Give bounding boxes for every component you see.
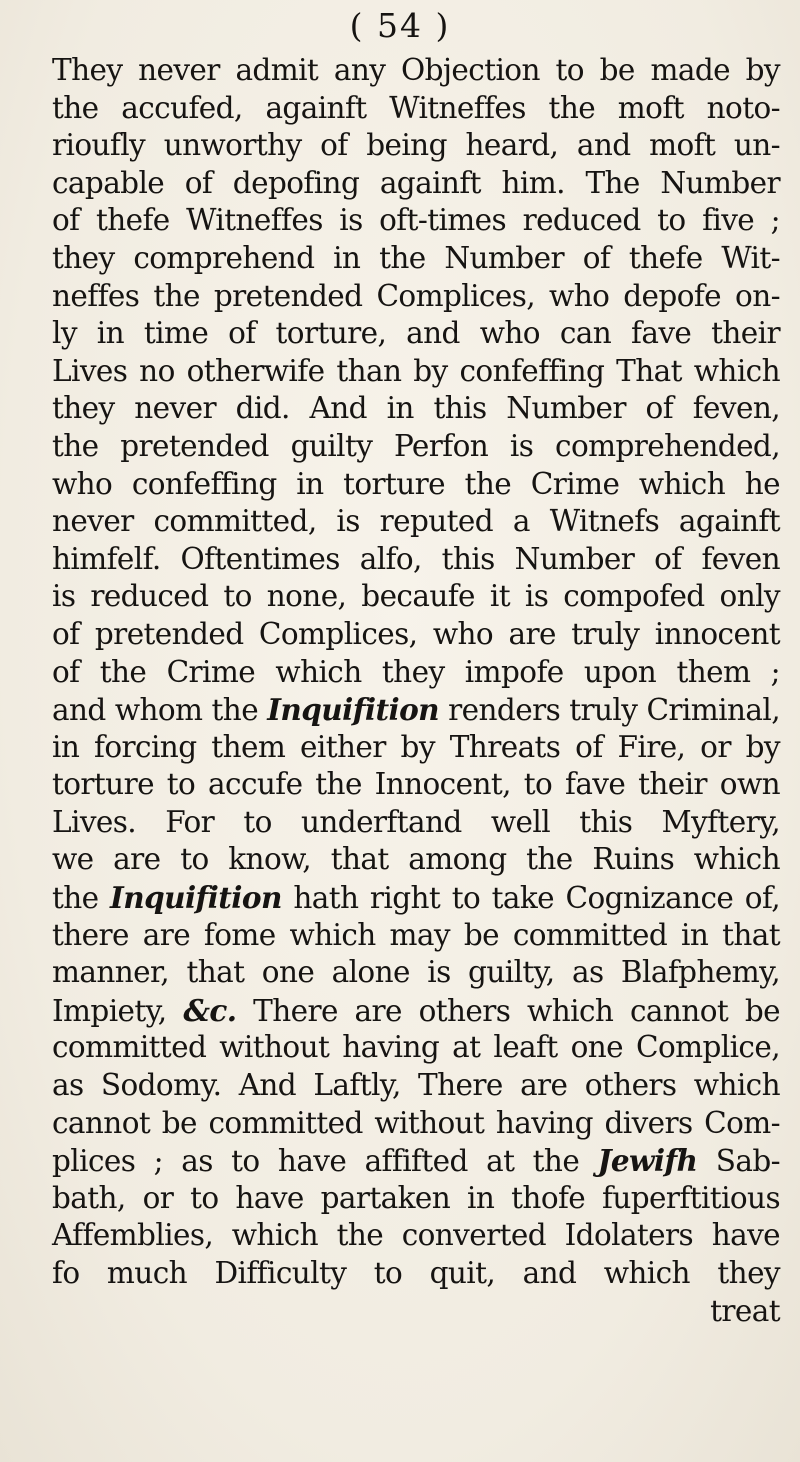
- text-line: never committed, is reputed a Witnefs againft: [52, 504, 780, 539]
- text-line: Lives no otherwife than by confeffing That which: [52, 353, 780, 388]
- text-line: neffes the pretended Complices, who depofe on-: [52, 278, 780, 313]
- text-line: the accufed, againft Witneffes the moft noto-: [52, 90, 780, 125]
- italic-word: Inquifition: [267, 692, 440, 728]
- text-line: ly in time of torture, and who can fave their: [52, 316, 780, 351]
- text-line: Affemblies, which the converted Idolaters have: [52, 1218, 780, 1253]
- text-line: cannot be committed without having divers Com-: [52, 1105, 780, 1140]
- text-line: there are fome which may be committed in that: [52, 917, 780, 952]
- text-line: in forcing them either by Threats of Fire, or by: [52, 729, 780, 764]
- text-line: Lives. For to underftand well this Myftery,: [52, 804, 780, 839]
- italic-word: Jewifh: [597, 1143, 698, 1179]
- text-line: they never did. And in this Number of feven,: [52, 391, 780, 426]
- page-number: ( 54 ): [349, 6, 451, 45]
- italic-word: &c.: [183, 992, 237, 1028]
- text-line: as Sodomy. And Laftly, There are others which: [52, 1068, 780, 1103]
- text-line: of thefe Witneffes is oft-times reduced to five ;: [52, 203, 780, 238]
- text-line: of pretended Complices, who are truly innocent: [52, 616, 780, 651]
- text-line: manner, that one alone is guilty, as Blafphemy,: [52, 955, 780, 990]
- text-line: himfelf. Oftentimes alfo, this Number of feven: [52, 541, 780, 576]
- text-line: the Inquifition hath right to take Cognizance of,: [52, 880, 780, 916]
- text-line: capable of depofing againft him. The Number: [52, 165, 780, 200]
- text-line: fo much Difficulty to quit, and which they: [52, 1256, 780, 1290]
- text-line: bath, or to have partaken in thofe fuperftitious: [52, 1180, 780, 1215]
- text-line: plices ; as to have affifted at the Jewifh Sab-: [52, 1143, 780, 1179]
- text-line: rioufly unworthy of being heard, and moft un-: [52, 128, 780, 163]
- text-line: is reduced to none, becaufe it is compofed only: [52, 579, 780, 614]
- text-line: torture to accufe the Innocent, to fave their own: [52, 767, 780, 802]
- text-line: committed without having at leaft one Complice,: [52, 1030, 780, 1065]
- catchword: treat: [710, 1293, 780, 1328]
- text-line: and whom the Inquifition renders truly Criminal,: [52, 692, 780, 728]
- text-line: the pretended guilty Perfon is comprehended,: [52, 428, 780, 463]
- text-line: They never admit any Objection to be made by: [52, 53, 780, 87]
- text-line: who confeffing in torture the Crime which he: [52, 466, 780, 501]
- text-line: we are to know, that among the Ruins which: [52, 842, 780, 877]
- body-text: [52, 52, 780, 1330]
- text-line: Impiety, &c. There are others which cannot be: [52, 992, 780, 1028]
- text-line: of the Crime which they impofe upon them ;: [52, 654, 780, 689]
- text-line: they comprehend in the Number of thefe Wit-: [52, 240, 780, 275]
- italic-word: Inquifition: [110, 880, 282, 916]
